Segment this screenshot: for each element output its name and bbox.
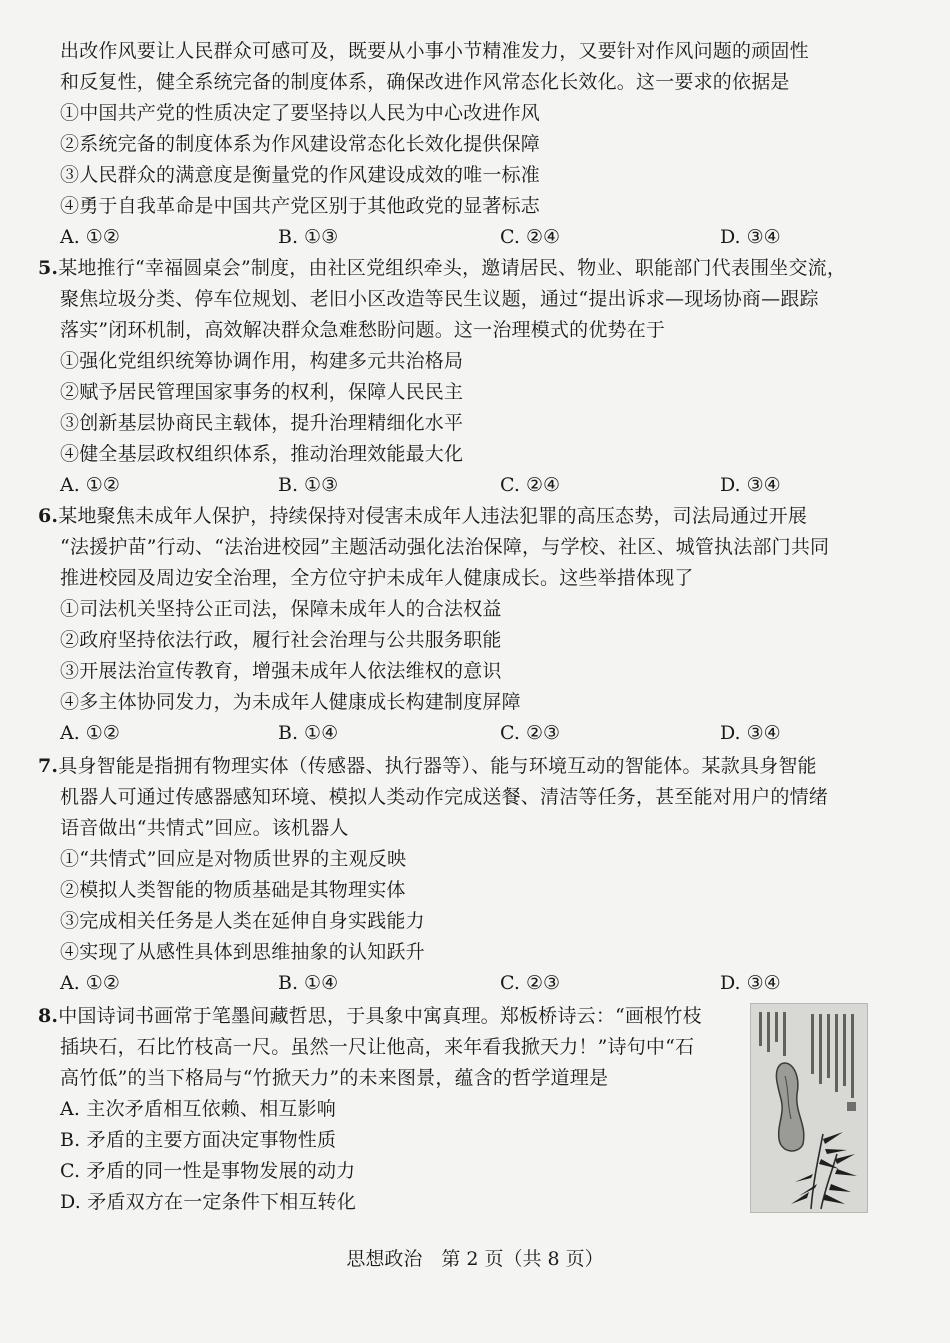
- q8-stem-line-3: 高竹低”的当下格局与“竹掀天力”的未来图景，蕴含的哲学道理是: [60, 1067, 609, 1089]
- q7-option-1: ①“共情式”回应是对物质世界的主观反映: [60, 848, 407, 870]
- q7-choice-b: B. ①④: [278, 972, 339, 994]
- q6-choices: [60, 720, 900, 746]
- q5-choices: [60, 472, 900, 498]
- q8-option-b: B. 矛盾的主要方面决定事物性质: [60, 1129, 337, 1151]
- q4-choice-b: B. ①③: [278, 226, 339, 248]
- q6-choice-b: B. ①④: [278, 722, 339, 744]
- q8-option-c: C. 矛盾的同一性是事物发展的动力: [60, 1160, 356, 1182]
- q4-option-3: ③人民群众的满意度是衡量党的作风建设成效的唯一标准: [60, 164, 541, 186]
- q6-choice-a: A. ①②: [60, 722, 120, 744]
- q6-choice-d: D. ③④: [720, 722, 781, 744]
- q7-stem-line-3: 语音做出“共情式”回应。该机器人: [60, 817, 349, 839]
- q5-option-3: ③创新基层协商民主载体，提升治理精细化水平: [60, 412, 464, 434]
- q5-stem-line-2: 聚焦垃圾分类、停车位规划、老旧小区改造等民生议题，通过“提出诉求—现场协商—跟踪: [60, 288, 819, 310]
- q5-stem-line-1: [38, 255, 846, 281]
- q8-option-a: A. 主次矛盾相互依赖、相互影响: [60, 1098, 337, 1120]
- q8-stem-line-2: 插块石，石比竹枝高一尺。虽然一尺让他高，来年看我掀天力！”诗句中“石: [60, 1036, 695, 1058]
- q7-stem-text-1: 具身智能是指拥有物理实体（传感器、执行器等）、能与环境互动的智能体。某款具身智能: [58, 755, 817, 777]
- q7-stem-line-1: [38, 753, 817, 779]
- q4-choice-d: D. ③④: [720, 226, 781, 248]
- ink-painting-image: [751, 1004, 867, 1212]
- q5-option-2: ②赋予居民管理国家事务的权利，保障人民民主: [60, 381, 464, 403]
- q6-option-3: ③开展法治宣传教育，增强未成年人依法维权的意识: [60, 660, 502, 682]
- q7-choice-a: A. ①②: [60, 972, 120, 994]
- q4-choice-c: C. ②④: [500, 226, 561, 248]
- q5-option-1: ①强化党组织统筹协调作用，构建多元共治格局: [60, 350, 464, 372]
- q5-choice-a: A. ①②: [60, 474, 120, 496]
- q8-stem-line-1: [38, 1003, 702, 1029]
- q7-choice-c: C. ②③: [500, 972, 561, 994]
- q4-choice-a: A. ①②: [60, 226, 120, 248]
- q6-choice-c: C. ②③: [500, 722, 561, 744]
- page-footer: 思想政治 第 2 页（共 8 页）: [346, 1248, 604, 1270]
- q4-stem-line-2: 和反复性，健全系统完备的制度体系，确保改进作风常态化长效化。这一要求的依据是: [60, 71, 790, 93]
- q7-option-2: ②模拟人类智能的物质基础是其物理实体: [60, 879, 406, 901]
- q5-choice-b: B. ①③: [278, 474, 339, 496]
- q5-stem-line-3: 落实”闭环机制，高效解决群众急难愁盼问题。这一治理模式的优势在于: [60, 319, 666, 341]
- q6-option-2: ②政府坚持依法行政，履行社会治理与公共服务职能: [60, 629, 502, 651]
- q4-option-4: ④勇于自我革命是中国共产党区别于其他政党的显著标志: [60, 195, 541, 217]
- q4-stem-line-1: 出改作风要让人民群众可感可及，既要从小事小节精准发力，又要针对作风问题的顽固性: [60, 40, 809, 62]
- q6-stem-line-2: “法援护苗”行动、“法治进校园”主题活动强化法治保障，与学校、社区、城管执法部门共同: [60, 536, 830, 558]
- q6-option-4: ④多主体协同发力，为未成年人健康成长构建制度屏障: [60, 691, 521, 713]
- bamboo-rock-painting: [750, 1003, 868, 1213]
- q6-option-1: ①司法机关坚持公正司法，保障未成年人的合法权益: [60, 598, 502, 620]
- q4-option-1: ①中国共产党的性质决定了要坚持以人民为中心改进作风: [60, 102, 541, 124]
- q7-choice-d: D. ③④: [720, 972, 781, 994]
- q7-number: 7.: [38, 755, 59, 777]
- q6-stem-text-1: 某地聚焦未成年人保护，持续保持对侵害未成年人违法犯罪的高压态势，司法局通过开展: [58, 505, 808, 527]
- q5-choice-c: C. ②④: [500, 474, 561, 496]
- q8-number: 8.: [38, 1005, 59, 1027]
- q5-option-4: ④健全基层政权组织体系，推动治理效能最大化: [60, 443, 464, 465]
- q5-stem-text-1: 某地推行“幸福圆桌会”制度，由社区党组织牵头，邀请居民、物业、职能部门代表围坐交流，: [58, 257, 847, 279]
- q4-option-2: ②系统完备的制度体系为作风建设常态化长效化提供保障: [60, 133, 541, 155]
- q7-choices: [60, 970, 900, 996]
- q7-option-3: ③完成相关任务是人类在延伸自身实践能力: [60, 910, 425, 932]
- q4-choices: [60, 224, 900, 250]
- q8-option-d: D. 矛盾双方在一定条件下相互转化: [60, 1191, 357, 1213]
- q6-stem-line-1: [38, 503, 807, 529]
- q6-stem-line-3: 推进校园及周边安全治理，全方位守护未成年人健康成长。这些举措体现了: [60, 567, 694, 589]
- q5-choice-d: D. ③④: [720, 474, 781, 496]
- q6-number: 6.: [38, 505, 59, 527]
- q7-option-4: ④实现了从感性具体到思维抽象的认知跃升: [60, 941, 425, 963]
- q5-number: 5.: [38, 257, 59, 279]
- q7-stem-line-2: 机器人可通过传感器感知环境、模拟人类动作完成送餐、清洁等任务，甚至能对用户的情绪: [60, 786, 829, 808]
- q8-stem-text-1: 中国诗词书画常于笔墨间藏哲思，于具象中寓真理。郑板桥诗云：“画根竹枝: [58, 1005, 702, 1027]
